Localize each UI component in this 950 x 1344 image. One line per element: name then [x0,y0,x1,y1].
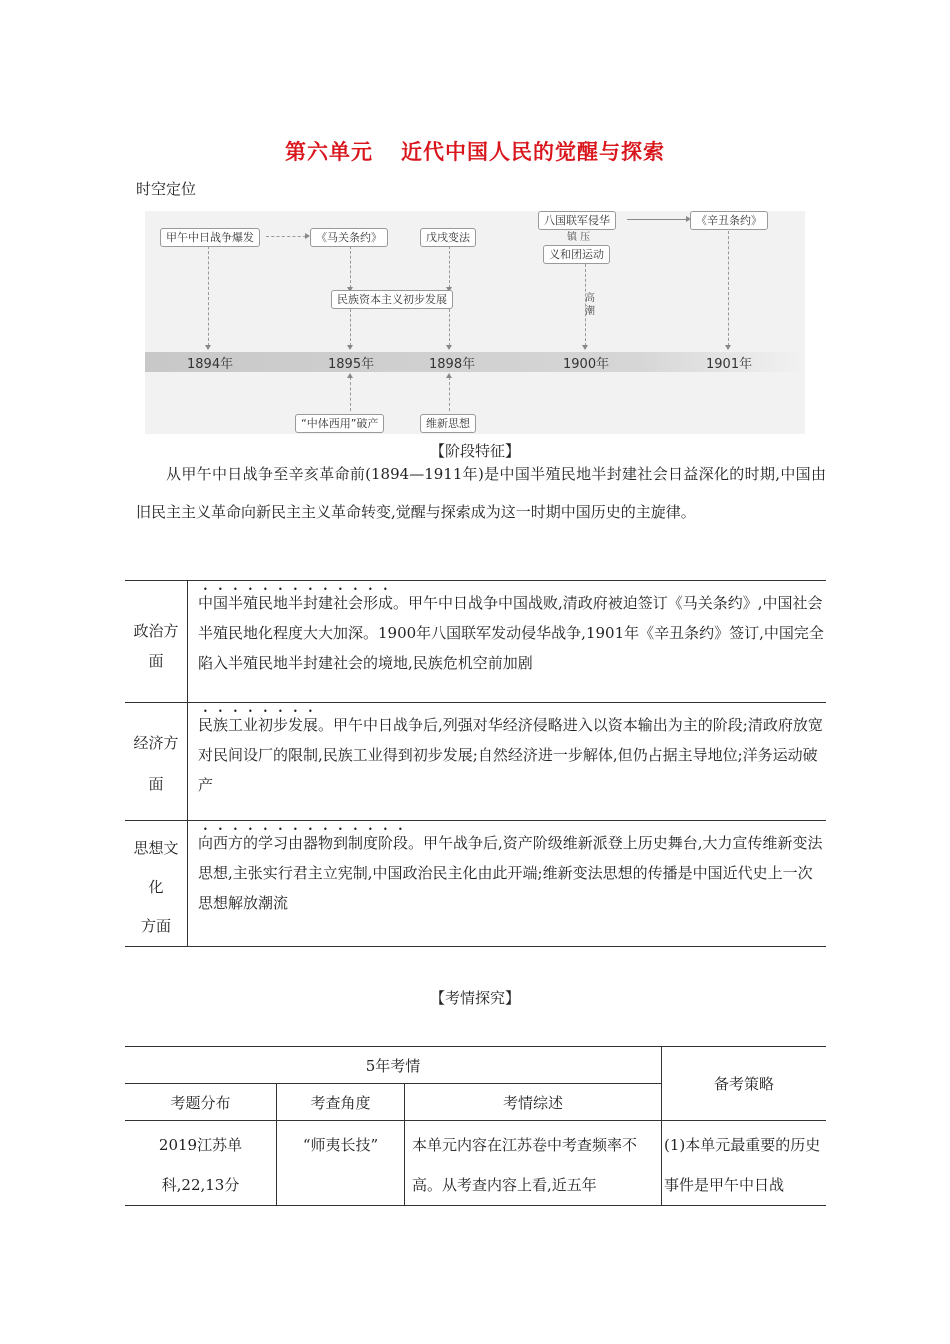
feature-text [188,703,827,821]
features-table [125,580,826,947]
box-reform-thought: 维新思想 [420,414,476,433]
box-zhongti-xiyong: “中体西用”破产 [295,414,384,433]
box-sino-japanese-war: 甲午中日战争爆发 [160,228,260,247]
page-title [0,136,950,166]
table-row [125,581,826,703]
cell-angle: “师夷长技” [277,1121,405,1206]
connector-1898-below [449,377,450,411]
year-label: 1894年 [187,357,234,372]
connector-invasion-protocol [627,219,687,220]
exam-heading: 【考情探究】 [429,989,520,1007]
feature-rest: 。甲午中日战争中国战败,清政府被迫签订《马关条约》,中国社会半殖民地化程度大大加深。1900年八国联军发动侵华战争,1901年《辛丑条约》签订,中国完全陷入半殖民地半封建社会的境地,民族危机空前加剧 [198,594,824,672]
connector-1894 [208,246,209,346]
feature-label-line: 面 [148,775,164,793]
feature-label-line: 方面 [140,917,171,935]
box-boxer-movement: 义和团运动 [543,245,610,264]
box-treaty-shimonoseki: 《马关条约》 [310,228,388,247]
arrow-down-icon [446,345,452,350]
col-header: 考情综述 [405,1084,662,1121]
connector-war-treaty [266,236,306,237]
year-label: 1895年 [328,357,375,372]
stage-paragraph: 从甲午中日战争至辛亥革命前(1894—1911年)是中国半殖民地半封建社会日益深化的时期,中国由旧民主主义革命向新民主主义革命转变,觉醒与探索成为这一时期中国历史的主旋律。 [136,465,826,521]
table-row [125,821,826,947]
connector-1895 [350,309,351,346]
feature-label [125,821,188,947]
arrow-down-icon [582,345,588,350]
box-national-capitalism: 民族资本主义初步发展 [331,290,453,309]
feature-key: 向西方的学习由器物到制度阶段 [198,834,409,852]
feature-rest: 。甲午战争后,资产阶级维新派登上历史舞台,大力宣传维新变法思想,主张实行君主立宪制,中国政治民主化由此开端;维新变法思想的传播是中国近代史上一次思想解放潮流 [198,834,823,912]
year-label: 1898年 [429,357,476,372]
feature-rest: 。甲午中日战争后,列强对华经济侵略进入以资本输出为主的阶段;清政府放宽对民间设厂的限制,民族工业得到初步发展;自然经济进一步解体,但仍占据主导地位;洋务运动破产 [198,716,823,794]
table-row [125,1121,826,1206]
cell-distribution: 2019江苏单科,22,13分 [125,1121,277,1206]
timeline-diagram [145,211,805,434]
feature-label-line: 政治方 [133,622,179,640]
title-unit: 第六单元 [285,140,373,164]
title-topic: 近代中国人民的觉醒与探索 [401,140,665,164]
cell-summary: 本单元内容在江苏卷中考查频率不高。从考查内容上看,近五年 [405,1121,662,1206]
feature-label-line: 化 [148,878,164,896]
stage-heading: 【阶段特征】 [429,442,520,460]
table-row [125,703,826,821]
connector-reform [449,246,450,288]
label-climax-2: 潮 [585,306,595,317]
feature-label-line: 经济方 [133,734,179,752]
feature-label-line: 思想文 [133,839,179,857]
header-group: 5年考情 [125,1047,662,1084]
feature-key: 中国半殖民地半封建社会形成 [198,594,394,612]
connector-1895-below [350,377,351,411]
arrow-up-icon [347,373,353,378]
box-wuxu-reform: 戊戌变法 [420,228,476,247]
connector-1900 [585,264,586,346]
year-label: 1900年 [563,357,610,372]
feature-text [188,581,827,703]
connector-1901 [728,231,729,346]
box-eight-nation-invasion: 八国联军侵华 [538,211,616,230]
cell-strategy: (1)本单元最重要的历史事件是甲午中日战 [662,1121,827,1206]
label-suppress: 镇 压 [567,232,591,243]
strategy-header: 备考策略 [662,1047,827,1121]
connector-1898 [449,309,450,346]
arrow-down-icon [347,345,353,350]
feature-key: 民族工业初步发展 [198,716,319,734]
col-header: 考题分布 [125,1084,277,1121]
arrow-up-icon [446,373,452,378]
exam-table [125,1046,826,1206]
feature-label-line: 面 [148,652,164,670]
label-climax-1: 高 [585,293,595,304]
feature-label [125,581,188,703]
feature-text [188,821,827,947]
table-row [125,1047,826,1084]
year-label: 1901年 [706,357,753,372]
box-boxer-protocol: 《辛丑条约》 [690,211,768,230]
feature-label [125,703,188,821]
col-header: 考查角度 [277,1084,405,1121]
connector-treaty-capital [350,246,351,288]
arrow-down-icon [205,345,211,350]
section-subhead: 时空定位 [136,180,197,198]
arrow-down-icon [725,345,731,350]
